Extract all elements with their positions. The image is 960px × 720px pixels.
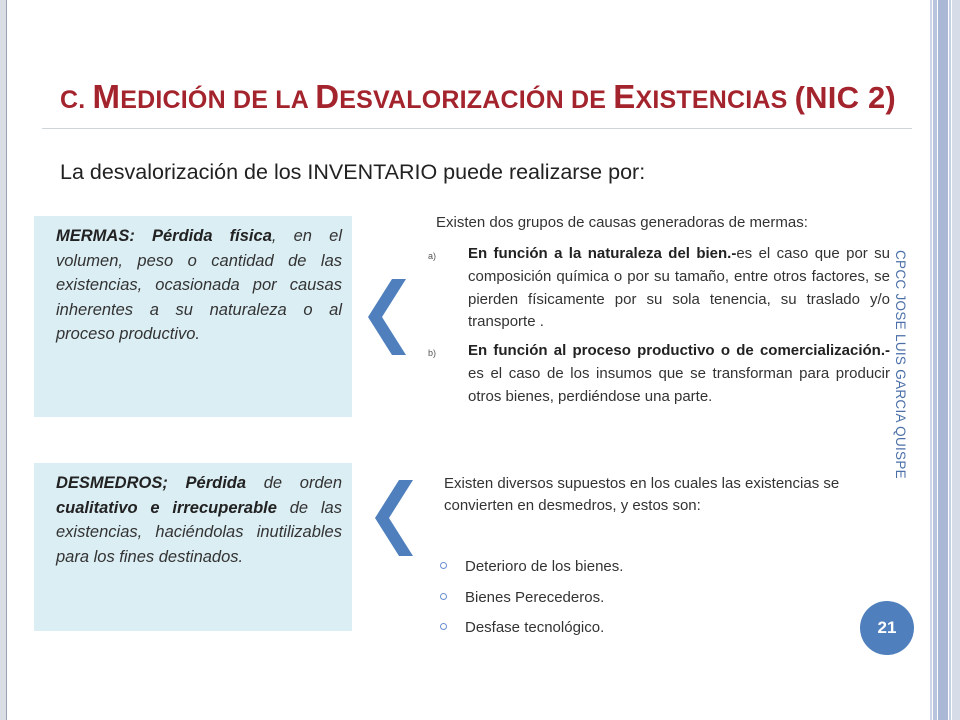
title-word: DE [570,86,614,114]
author-credit [892,250,908,490]
title-initial: E [613,78,636,115]
bullet-icon [440,623,447,630]
desmedros-term: DESMEDROS; Pérdida [56,474,247,492]
list-item: Desfase tecnológico. [440,617,623,648]
mermas-item-a-text: es el caso que por su composición química o por su tamaño, entre otros factores, se pierden físicamente por su sola tenencia, su traslado y/o transporte . [468,245,891,331]
bullet-icon [440,562,447,569]
desmedros-definition-part1: de orden [246,474,342,492]
mermas-item-b-heading: En función al proceso productivo o de comercialización.- [468,342,890,359]
title-initial: M [92,78,121,115]
slide-subtitle: La desvalorización de los INVENTARIO puede realizarse por: [60,160,646,184]
title-prefix: C. [60,86,93,114]
chevron-left-icon [373,478,417,558]
author-name: CPCC JOSE LUIS GARCIA QUISPE [893,250,908,479]
title-word: DE [232,86,276,114]
desmedros-definition-box [34,463,352,631]
desmedros-qualifier: cualitativo e irrecuperable [56,498,277,517]
mermas-intro: Existen dos grupos de causas generadoras de mermas: [436,214,808,231]
slide-left-border-line [6,0,7,720]
desmedros-intro-text: Existen diversos supuestos en los cuales las existencias se convierten en desmedros, y estos son: [444,475,840,514]
page-number: 21 [877,618,897,637]
list-item: Bienes Perecederos. [440,587,623,618]
page-number-badge [860,601,914,655]
bullet-icon [440,593,447,600]
mermas-definition-box [34,216,352,417]
title-divider [42,128,912,129]
mermas-item-a [428,243,890,334]
desmedros-intro [444,473,874,517]
desmedros-list [440,556,623,648]
chevron-left-icon [366,277,410,357]
slide-right-decoration [930,0,960,720]
title-word: ESVALORIZACIÓN [339,86,571,114]
mermas-term: MERMAS: Pérdida física [56,227,272,245]
list-label: b) [428,348,437,358]
title-suffix: (NIC 2) [794,80,896,115]
mermas-item-a-heading: En función a la naturaleza del bien.- [468,245,737,262]
title-word: XISTENCIAS [635,86,795,114]
title-word: LA [275,86,316,114]
slide-title [60,78,920,116]
title-word: EDICIÓN [120,86,233,114]
desmedros-definition-part2: de las existencias, haciéndolas inutilizables para los fines destinados. [56,498,342,566]
mermas-item-b-text: es el caso de los insumos que se transforman para producir otros bienes, perdiéndose una parte. [468,364,890,405]
mermas-item-b [428,340,890,408]
mermas-definition: , en el volumen, peso o cantidad de las existencias, ocasionada por causas inherentes a su naturaleza o al proceso productivo. [56,227,342,343]
list-label: a) [428,251,437,261]
list-item: Deterioro de los bienes. [440,556,623,587]
title-initial: D [315,78,340,115]
